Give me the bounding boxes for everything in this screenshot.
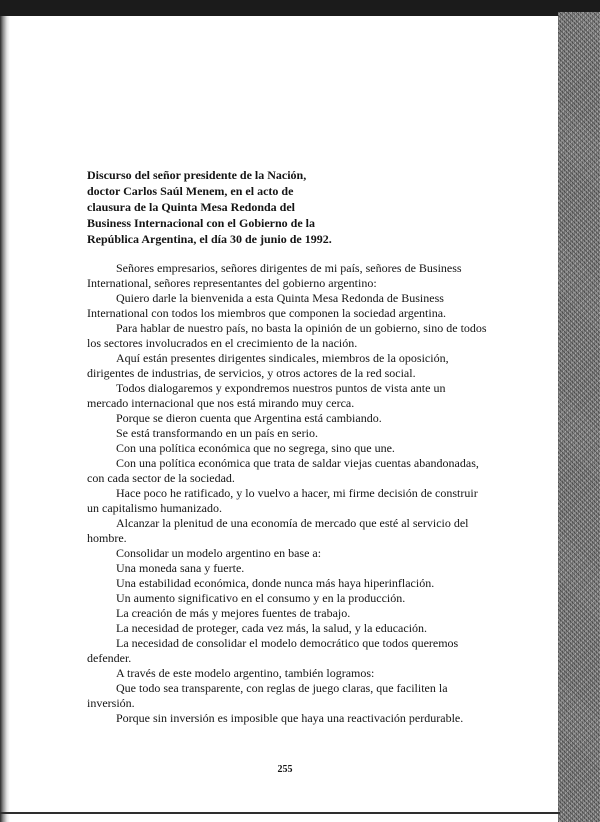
- title-line: doctor Carlos Saúl Menem, en el acto de: [87, 184, 294, 198]
- scan-bottom-rule: [0, 812, 560, 814]
- paragraph: Con una política económica que trata de saldar viejas cuentas abandonadas, con cada sector de la sociedad.: [87, 456, 479, 485]
- paragraph: Para hablar de nuestro país, no basta la opinión de un gobierno, sino de todos los sectores involucrados en el crecimiento de la nación.: [87, 321, 487, 350]
- paragraph: Porque sin inversión es imposible que haya una reactivación perdurable.: [116, 711, 464, 725]
- paragraph: Consolidar un modelo argentino en base a:: [116, 546, 322, 560]
- paragraph: Aquí están presentes dirigentes sindicales, miembros de la oposición, dirigentes de industrias, de servicios, y otros actores de la red social.: [87, 351, 449, 380]
- scan-left-edge: [0, 16, 10, 822]
- paragraph: Se está transformando en un país en serio.: [116, 426, 318, 440]
- paragraph: Una moneda sana y fuerte.: [116, 561, 245, 575]
- paragraph: La creación de más y mejores fuentes de trabajo.: [116, 606, 351, 620]
- title-line: Discurso del señor presidente de la Nación,: [87, 168, 307, 182]
- title-line: República Argentina, el día 30 de junio de 1992.: [87, 232, 332, 246]
- scan-right-margin: [558, 12, 600, 822]
- paragraph: Un aumento significativo en el consumo y en la producción.: [116, 591, 406, 605]
- speech-title: [87, 167, 387, 247]
- paragraph: Porque se dieron cuenta que Argentina está cambiando.: [116, 411, 382, 425]
- page-number: 255: [277, 764, 293, 775]
- paragraph: Que todo sea transparente, con reglas de juego claras, que faciliten la inversión.: [87, 681, 448, 710]
- paragraph: Hace poco he ratificado, y lo vuelvo a hacer, mi firme decisión de construir un capitalismo humanizado.: [87, 486, 478, 515]
- paragraph: Todos dialogaremos y expondremos nuestros puntos de vista ante un mercado internacional que nos está mirando muy cerca.: [87, 381, 446, 410]
- paragraph: Una estabilidad económica, donde nunca más haya hiperinflación.: [116, 576, 435, 590]
- title-line: clausura de la Quinta Mesa Redonda del: [87, 200, 296, 214]
- paragraph: Quiero darle la bienvenida a esta Quinta Mesa Redonda de Business International con todos los miembros que componen la sociedad argentina.: [87, 291, 447, 320]
- paragraph: La necesidad de proteger, cada vez más, la salud, y la educación.: [116, 621, 428, 635]
- speech-body: [87, 261, 487, 726]
- scan-top-border: [0, 0, 600, 16]
- title-line: Business Internacional con el Gobierno de la: [87, 216, 316, 230]
- paragraph: Señores empresarios, señores dirigentes de mi país, señores de Business International, señores representantes del gobierno argentino:: [87, 261, 462, 290]
- paragraph: Alcanzar la plenitud de una economía de mercado que esté al servicio del hombre.: [87, 516, 469, 545]
- paragraph: Con una política económica que no segrega, sino que une.: [116, 441, 395, 455]
- paragraph: La necesidad de consolidar el modelo democrático que todos queremos defender.: [87, 636, 459, 665]
- paragraph: A través de este modelo argentino, también logramos:: [116, 666, 375, 680]
